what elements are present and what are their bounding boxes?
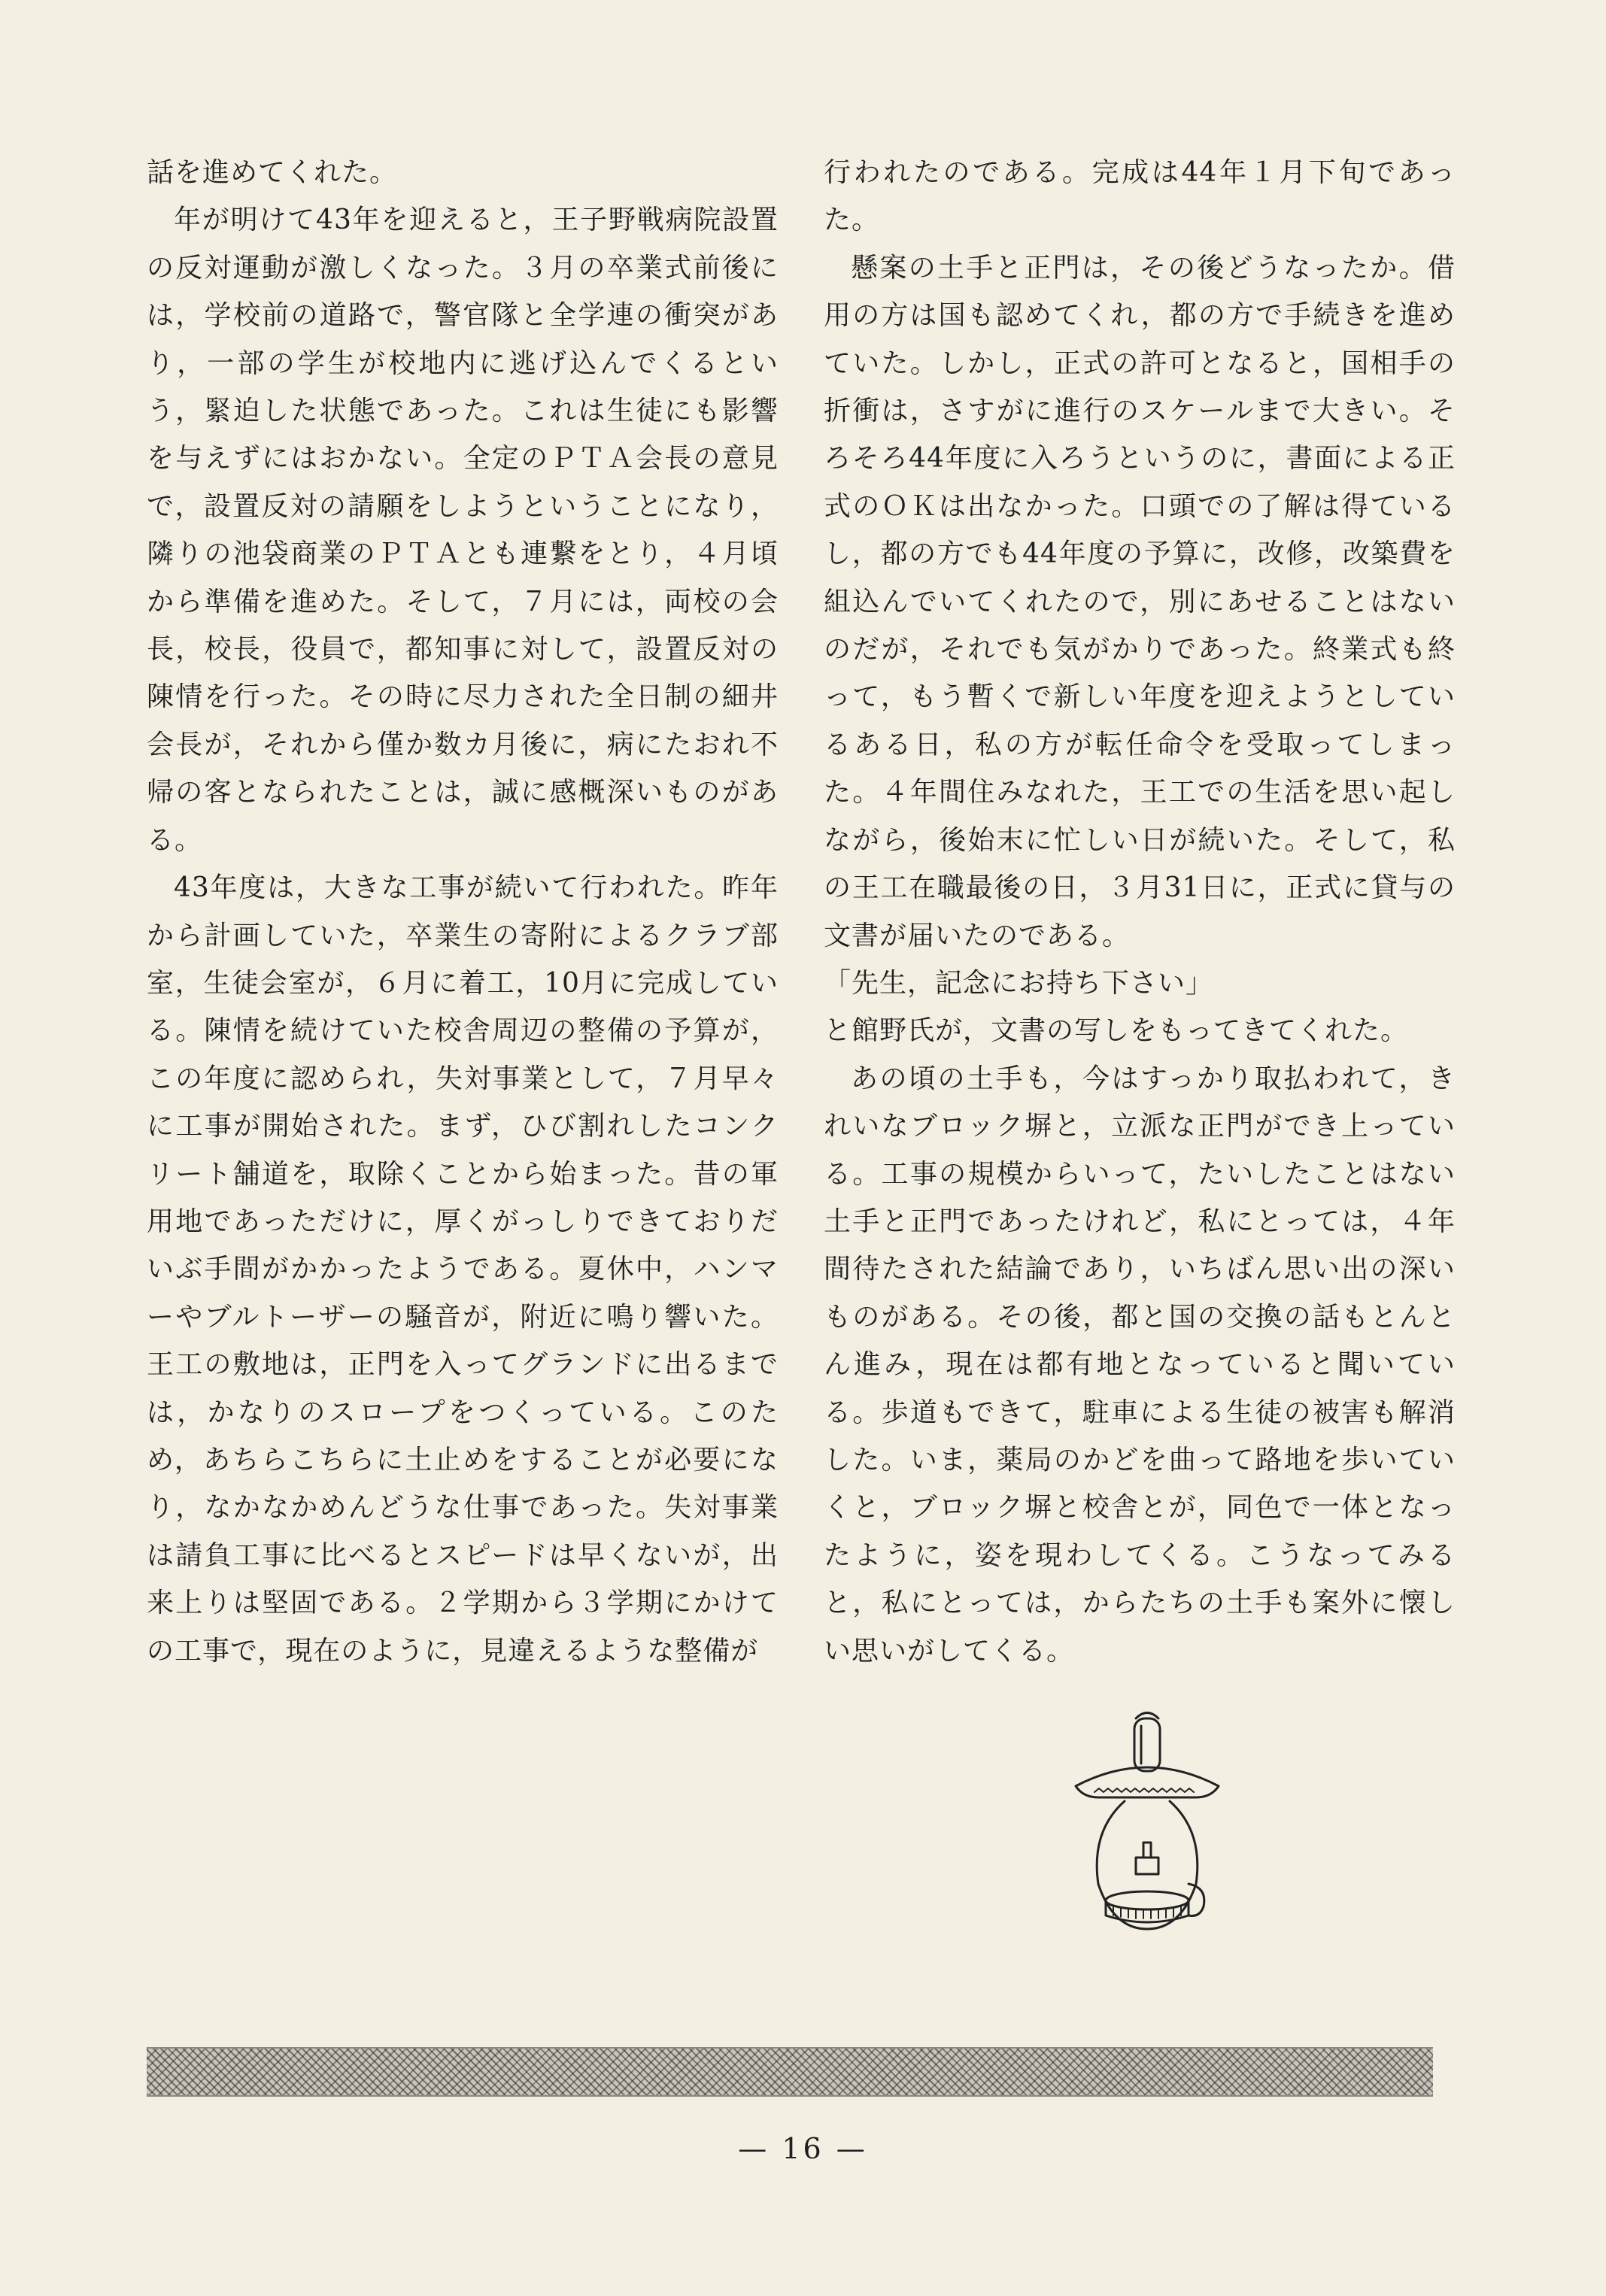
- right-column: [824, 149, 1456, 1675]
- quote-line: 「先生，記念にお持ち下さい」: [824, 967, 1214, 999]
- paragraph: 行われたのである。完成は44年１月下旬であった。: [824, 157, 1456, 236]
- paragraph: あの頃の土手も，今はすっかり取払われて，きれいなブロック塀と，立派な正門ができ上っている。工事の規模からいって，たいしたことはない土手と正門であったけれど，私にとっては，４年間待たされた結論であり，いちばん思い出の深いものがある。その後，都と国の交換の話もとんとん進み，現在は都有地となっていると聞いている。歩道もできて，駐車による生徒の被害も解消した。いま，薬局のかどを曲って路地を歩いていくと，ブロック塀と校舎とが，同色で一体となったように，姿を現わしてくる。こうなってみると，私にとっては，からたちの土手も案外に懐しい思いがしてくる。: [824, 1063, 1456, 1667]
- decorative-pattern-band: [147, 2047, 1433, 2097]
- oil-lamp-sketch-icon: [1061, 1703, 1234, 1952]
- paragraph: 話を進めてくれた。: [147, 157, 398, 188]
- paragraph: 43年度は，大きな工事が続いて行われた。昨年から計画していた，卒業生の寄附によるクラブ部室，生徒会室が，６月に着工，10月に完成している。陳情を続けていた校舎周辺の整備の予算が，この年度に認められ，失対事業として，７月早々に工事が開始された。まず，ひび割れしたコンクリート舗道を，取除くことから始まった。昔の軍用地であっただけに，厚くがっしりできておりだいぶ手間がかかったようである。夏休中，ハンマーやブルトーザーの騒音が，附近に鳴り響いた。王工の敷地は，正門を入ってグランドに出るまでは，かなりのスロープをつくっている。このため，あちらこちらに土止めをすることが必要になり，なかなかめんどうな仕事であった。失対事業は請負工事に比べるとスピードは早くないが，出来上りは堅固である。２学期から３学期にかけての工事で，現在のように，見違えるような整備が: [147, 872, 779, 1667]
- page-number: — 16 —: [738, 2132, 868, 2165]
- paragraph: 年が明けて43年を迎えると，王子野戦病院設置の反対運動が激しくなった。３月の卒業式前後には，学校前の道路で，警官隊と全学連の衝突があり，一部の学生が校地内に逃げ込んでくるという，緊迫した状態であった。これは生徒にも影響を与えずにはおかない。全定のＰＴＡ会長の意見で，設置反対の請願をしようということになり，隣りの池袋商業のＰＴＡとも連繋をとり，４月頃から準備を進めた。そして，７月には，両校の会長，校長，役員で，都知事に対して，設置反対の陳情を行った。その時に尽力された全日制の細井会長が，それから僅か数カ月後に，病にたおれ不帰の客となられたことは，誠に感概深いものがある。: [147, 205, 779, 856]
- paragraph: と館野氏が，文書の写しをもってきてくれた。: [824, 1015, 1409, 1047]
- left-column: [147, 149, 779, 1675]
- paragraph: 懸案の土手と正門は，その後どうなったか。借用の方は国も認めてくれ，都の方で手続きを進めていた。しかし，正式の許可となると，国相手の折衝は，さすがに進行のスケールまで大きい。そろそろ44年度に入ろうというのに，書面による正式のＯＫは出なかった。口頭での了解は得ているし，都の方でも44年度の予算に，改修，改築費を組込んでいてくれたので，別にあせることはないのだが，それでも気がかりであった。終業式も終って，もう暫くで新しい年度を迎えようとしているある日，私の方が転任命令を受取ってしまった。４年間住みなれた，王工での生活を思い起しながら，後始末に忙しい日が続いた。そして，私の王工在職最後の日，３月31日に，正式に貸与の文書が届いたのである。: [824, 252, 1456, 951]
